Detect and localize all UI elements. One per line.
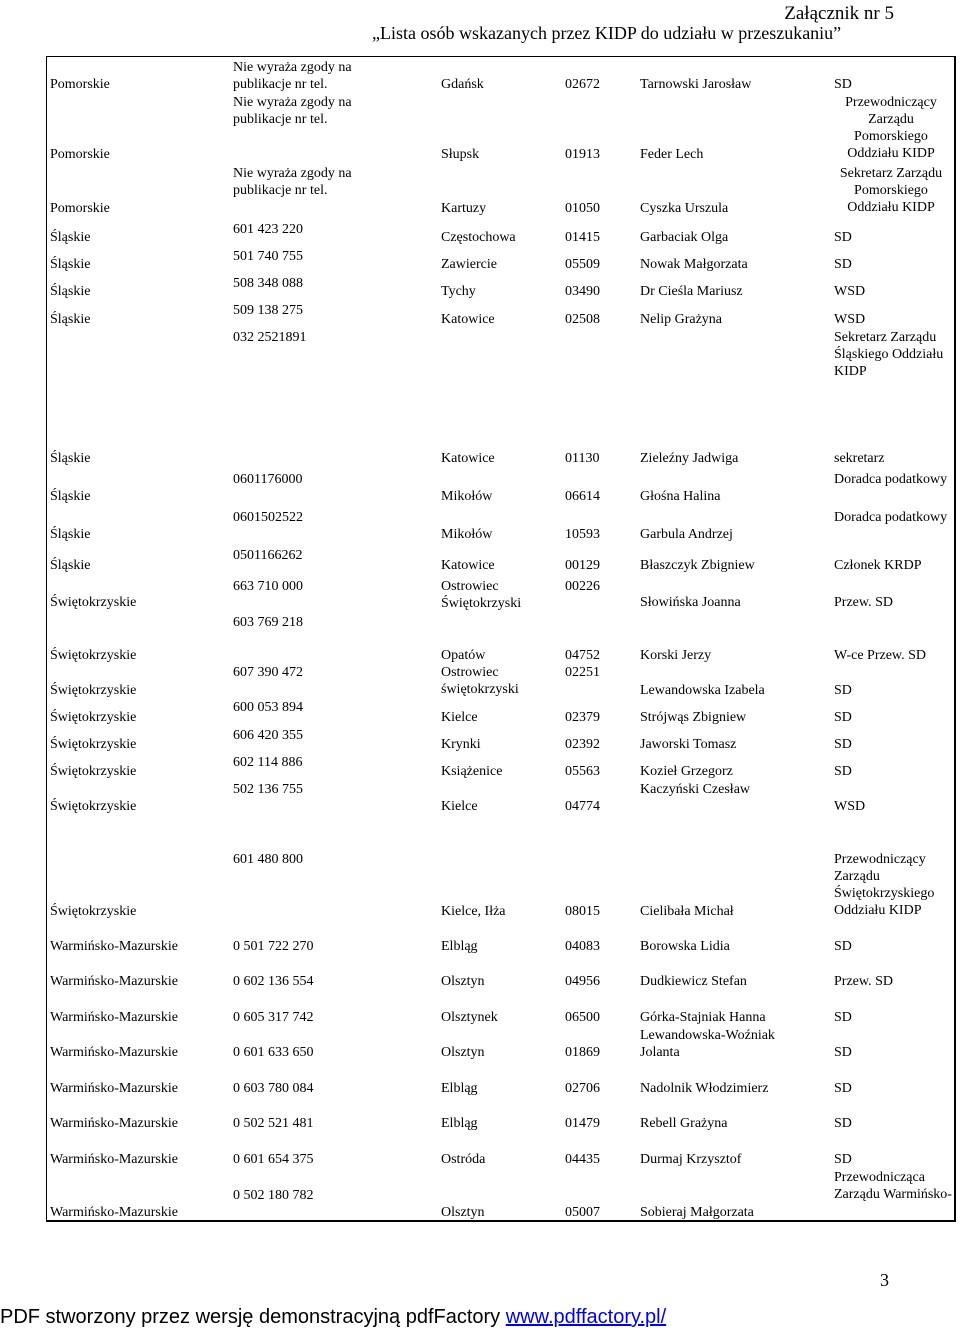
row-14-city: Opatów xyxy=(441,648,486,663)
row-21-phone: 0 501 722 270 xyxy=(233,939,314,954)
row-27-role: SD xyxy=(834,1152,852,1167)
row-20-city: Kielce, Iłża xyxy=(441,904,506,919)
row-18-role: SD xyxy=(834,764,852,779)
row-14-name: Korski Jerzy xyxy=(640,648,712,663)
row-12-role: Przew. SD xyxy=(834,595,893,610)
row-19-region: Świętokrzyskie xyxy=(50,799,137,814)
row-22-name: Dudkiewicz Stefan xyxy=(640,974,747,989)
row-15-region: Świętokrzyskie xyxy=(50,683,137,698)
row-11-phone: 0501166262 xyxy=(233,548,303,563)
row-23-name: Górka-Stajniak Hanna xyxy=(640,1010,766,1025)
row-11-role: Członek KRDP xyxy=(834,558,922,573)
row-11-num: 00129 xyxy=(565,558,600,573)
row-2-phone: Nie wyraża zgody na publikacje nr tel. xyxy=(233,166,352,198)
row-27-city: Ostróda xyxy=(441,1152,486,1167)
row-2-role: Sekretarz Zarządu Pomorskiego Oddziału KIDP xyxy=(839,166,943,215)
row-18-num: 05563 xyxy=(565,764,600,779)
footer-text: PDF stworzony przez wersję demonstracyjną pdfFactory xyxy=(0,1306,506,1328)
row-28-region: Warmińsko-Mazurskie xyxy=(50,1205,178,1220)
row-20-region: Świętokrzyskie xyxy=(50,904,137,919)
row-25-name: Nadolnik Włodzimierz xyxy=(640,1081,769,1096)
row-26-city: Elbląg xyxy=(441,1116,478,1131)
row-24-city: Olsztyn xyxy=(441,1045,485,1060)
row-14-role: W-ce Przew. SD xyxy=(834,648,927,663)
row-9-num: 06614 xyxy=(565,489,600,504)
row-9-name: Głośna Halina xyxy=(640,489,721,504)
row-27-region: Warmińsko-Mazurskie xyxy=(50,1152,178,1167)
row-15-role: SD xyxy=(834,683,852,698)
row-2-name: Cyszka Urszula xyxy=(640,201,729,216)
row-0-role: SD xyxy=(834,77,852,92)
row-0-num: 02672 xyxy=(565,77,600,92)
row-9-role: Doradca podatkowy xyxy=(834,472,948,487)
row-9-city: Mikołów xyxy=(441,489,493,504)
row-24-role: SD xyxy=(834,1045,852,1060)
row-21-name: Borowska Lidia xyxy=(640,939,730,954)
row-24-num: 01869 xyxy=(565,1045,600,1060)
row-16-phone: 600 053 894 xyxy=(233,700,303,715)
row-16-city: Kielce xyxy=(441,710,478,725)
row-26-phone: 0 502 521 481 xyxy=(233,1116,314,1131)
row-23-num: 06500 xyxy=(565,1010,600,1025)
row-1-num: 01913 xyxy=(565,147,600,162)
row-1-phone: Nie wyraża zgody na publikacje nr tel. xyxy=(233,95,352,127)
row-17-name: Jaworski Tomasz xyxy=(640,737,737,752)
row-19-phone: 502 136 755 xyxy=(233,782,303,797)
row-14-num: 04752 xyxy=(565,648,600,663)
row-0-name: Tarnowski Jarosław xyxy=(640,77,752,92)
row-23-city: Olsztynek xyxy=(441,1010,498,1025)
row-16-num: 02379 xyxy=(565,710,600,725)
row-10-role: Doradca podatkowy xyxy=(834,510,948,525)
row-11-region: Śląskie xyxy=(50,558,91,573)
row-9-region: Śląskie xyxy=(50,489,91,504)
row-12-name: Słowińska Joanna xyxy=(640,595,741,610)
row-6-phone: 509 138 275 xyxy=(233,303,303,318)
row-22-num: 04956 xyxy=(565,974,600,989)
row-17-role: SD xyxy=(834,737,852,752)
row-6-num: 02508 xyxy=(565,312,600,327)
pdf-footer xyxy=(0,1306,666,1329)
footer-link[interactable]: www.pdffactory.pl/ xyxy=(505,1306,667,1328)
row-25-phone: 0 603 780 084 xyxy=(233,1081,314,1096)
row-1-role: Przewodniczący Zarządu Pomorskiego Oddziału KIDP xyxy=(845,95,937,161)
row-15-phone: 607 390 472 xyxy=(233,665,303,680)
row-3-name: Garbaciak Olga xyxy=(640,230,729,245)
row-6-role: WSD xyxy=(834,312,866,327)
row-24-region: Warmińsko-Mazurskie xyxy=(50,1045,178,1060)
row-21-role: SD xyxy=(834,939,852,954)
row-4-name: Nowak Małgorzata xyxy=(640,257,748,272)
row-12-phone: 663 710 000 xyxy=(233,579,303,594)
row-27-name: Durmaj Krzysztof xyxy=(640,1152,742,1167)
row-26-region: Warmińsko-Mazurskie xyxy=(50,1116,178,1131)
row-6-city: Katowice xyxy=(441,312,495,327)
row-23-phone: 0 605 317 742 xyxy=(233,1010,314,1025)
row-5-region: Śląskie xyxy=(50,284,91,299)
row-2-num: 01050 xyxy=(565,201,600,216)
row-15-name: Lewandowska Izabela xyxy=(640,683,765,698)
row-11-name: Błaszczyk Zbigniew xyxy=(640,558,755,573)
row-1-region: Pomorskie xyxy=(50,147,110,162)
row-10-phone: 0601502522 xyxy=(233,510,303,525)
row-18-name: Kozieł Grzegorz xyxy=(640,764,733,779)
row-15-num: 02251 xyxy=(565,665,600,680)
row-16-role: SD xyxy=(834,710,852,725)
row-19-name: Kaczyński Czesław xyxy=(640,782,751,797)
row-8-name: Zieleźny Jadwiga xyxy=(640,451,739,466)
row-22-role: Przew. SD xyxy=(834,974,893,989)
row-5-city: Tychy xyxy=(441,284,476,299)
row-13-phone: 603 769 218 xyxy=(233,615,303,630)
page-number: 3 xyxy=(880,1270,889,1290)
row-10-num: 10593 xyxy=(565,527,600,542)
row-16-region: Świętokrzyskie xyxy=(50,710,137,725)
row-7-phone: 032 2521891 xyxy=(233,330,307,345)
row-4-region: Śląskie xyxy=(50,257,91,272)
row-2-city: Kartuzy xyxy=(441,201,487,216)
row-5-phone: 508 348 088 xyxy=(233,276,303,291)
row-20-phone: 601 480 800 xyxy=(233,852,303,867)
row-28-phone: 0 502 180 782 xyxy=(233,1188,314,1203)
row-12-city: Ostrowiec Świętokrzyski xyxy=(441,579,522,611)
row-25-region: Warmińsko-Mazurskie xyxy=(50,1081,178,1096)
row-24-name: Lewandowska-Woźniak Jolanta xyxy=(640,1028,775,1060)
row-23-role: SD xyxy=(834,1010,852,1025)
row-11-city: Katowice xyxy=(441,558,495,573)
row-25-role: SD xyxy=(834,1081,852,1096)
row-6-region: Śląskie xyxy=(50,312,91,327)
row-0-phone: Nie wyraża zgody na publikacje nr tel. xyxy=(233,60,352,92)
row-22-region: Warmińsko-Mazurskie xyxy=(50,974,178,989)
row-5-role: WSD xyxy=(834,284,866,299)
row-5-num: 03490 xyxy=(565,284,600,299)
row-25-num: 02706 xyxy=(565,1081,600,1096)
row-10-city: Mikołów xyxy=(441,527,493,542)
annex-label: Załącznik nr 5 xyxy=(784,3,894,24)
row-17-city: Krynki xyxy=(441,737,481,752)
row-8-role: sekretarz xyxy=(834,451,885,466)
row-20-name: Cielibała Michał xyxy=(640,904,734,919)
row-21-city: Elbląg xyxy=(441,939,478,954)
row-21-num: 04083 xyxy=(565,939,600,954)
document-title: „Lista osób wskazanych przez KIDP do udziału w przeszukaniu” xyxy=(372,23,842,43)
row-15-city: Ostrowiec świętokrzyski xyxy=(441,665,519,697)
row-3-region: Śląskie xyxy=(50,230,91,245)
row-0-region: Pomorskie xyxy=(50,77,110,92)
row-18-phone: 602 114 886 xyxy=(233,755,303,770)
row-5-name: Dr Cieśla Mariusz xyxy=(640,284,743,299)
row-17-region: Świętokrzyskie xyxy=(50,737,137,752)
row-1-city: Słupsk xyxy=(441,147,480,162)
row-21-region: Warmińsko-Mazurskie xyxy=(50,939,178,954)
row-18-city: Książenice xyxy=(441,764,503,779)
row-3-phone: 601 423 220 xyxy=(233,222,303,237)
row-27-phone: 0 601 654 375 xyxy=(233,1152,314,1167)
row-12-region: Świętokrzyskie xyxy=(50,595,137,610)
row-6-name: Nelip Grażyna xyxy=(640,312,723,327)
row-25-city: Elbląg xyxy=(441,1081,478,1096)
row-26-name: Rebell Grażyna xyxy=(640,1116,728,1131)
row-3-city: Częstochowa xyxy=(441,230,516,245)
row-3-num: 01415 xyxy=(565,230,600,245)
row-17-num: 02392 xyxy=(565,737,600,752)
row-10-region: Śląskie xyxy=(50,527,91,542)
row-27-num: 04435 xyxy=(565,1152,600,1167)
row-23-region: Warmińsko-Mazurskie xyxy=(50,1010,178,1025)
row-8-region: Śląskie xyxy=(50,451,91,466)
row-3-role: SD xyxy=(834,230,852,245)
row-19-role: WSD xyxy=(834,799,866,814)
row-26-role: SD xyxy=(834,1116,852,1131)
row-20-num: 08015 xyxy=(565,904,600,919)
row-18-region: Świętokrzyskie xyxy=(50,764,137,779)
row-20-role: Przewodniczący Zarządu Świętokrzyskiego Oddziału KIDP xyxy=(834,852,935,918)
row-4-city: Zawiercie xyxy=(441,257,497,272)
row-4-role: SD xyxy=(834,257,852,272)
row-22-city: Olsztyn xyxy=(441,974,485,989)
row-22-phone: 0 602 136 554 xyxy=(233,974,314,989)
row-8-num: 01130 xyxy=(565,451,600,466)
row-16-name: Strójwąs Zbigniew xyxy=(640,710,747,725)
row-9-phone: 0601176000 xyxy=(233,472,303,487)
row-8-city: Katowice xyxy=(441,451,495,466)
row-28-name: Sobieraj Małgorzata xyxy=(640,1205,754,1220)
row-0-city: Gdańsk xyxy=(441,77,484,92)
row-19-num: 04774 xyxy=(565,799,600,814)
row-1-name: Feder Lech xyxy=(640,147,704,162)
row-2-region: Pomorskie xyxy=(50,201,110,216)
row-17-phone: 606 420 355 xyxy=(233,728,303,743)
row-4-phone: 501 740 755 xyxy=(233,249,303,264)
row-28-num: 05007 xyxy=(565,1205,600,1220)
row-12-num: 00226 xyxy=(565,579,600,594)
row-24-phone: 0 601 633 650 xyxy=(233,1045,314,1060)
row-28-city: Olsztyn xyxy=(441,1205,485,1220)
row-28-role: Przewodnicząca Zarządu Warmińsko- xyxy=(834,1170,952,1202)
row-14-region: Świętokrzyskie xyxy=(50,648,137,663)
row-19-city: Kielce xyxy=(441,799,478,814)
row-7-role: Sekretarz Zarządu Śląskiego Oddziału KIDP xyxy=(834,330,944,379)
row-10-name: Garbula Andrzej xyxy=(640,527,733,542)
row-4-num: 05509 xyxy=(565,257,600,272)
row-26-num: 01479 xyxy=(565,1116,600,1131)
